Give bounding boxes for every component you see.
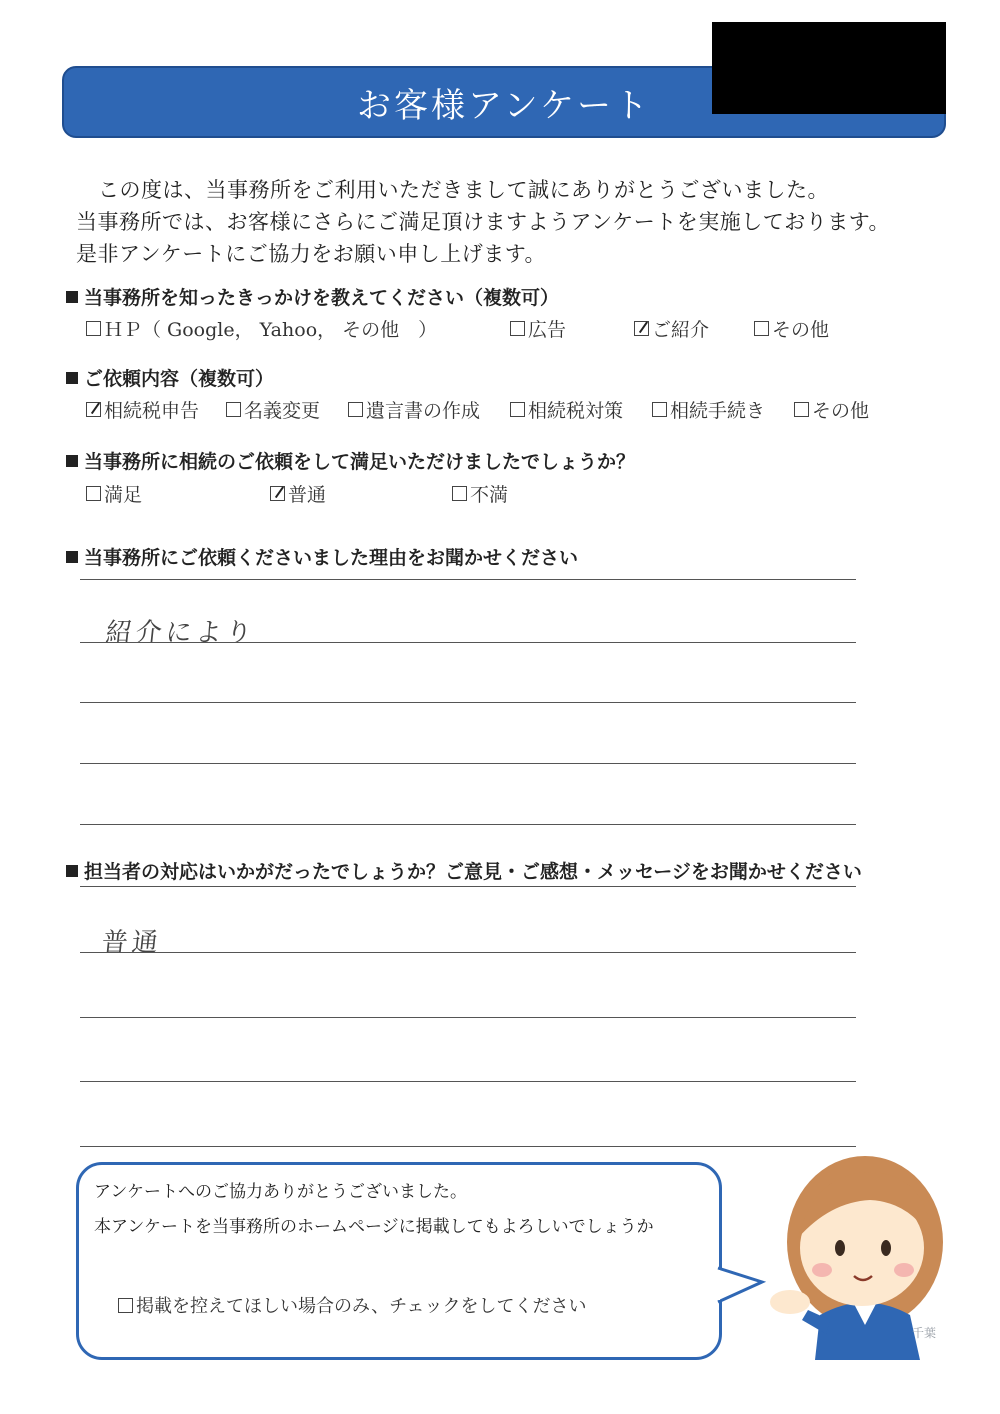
checkbox[interactable]	[118, 1298, 133, 1313]
handwritten-answer-reason[interactable]: 紹介により	[104, 618, 258, 648]
option-inheritance-tax-filing[interactable]: 相続税申告	[86, 396, 199, 423]
option-hp[interactable]: ＨＰ（ Google， Yahoo， その他 ）	[86, 315, 437, 342]
checkbox[interactable]	[510, 321, 525, 336]
option-ad[interactable]: 広告	[510, 315, 566, 342]
speech-bubble-tail	[716, 1262, 766, 1312]
question-staff-feedback: 担当者の対応はいかがだったでしょうか？ご意見・ご感想・メッセージをお聞かせください	[66, 857, 862, 884]
answer-line	[80, 579, 856, 580]
option-neutral[interactable]: 普通	[270, 480, 326, 507]
answer-line	[80, 1017, 856, 1018]
option-tax-planning[interactable]: 相続税対策	[510, 396, 623, 423]
intro-line-1: この度は、当事務所をご利用いただきまして誠にありがとうございました。	[98, 178, 829, 202]
checkbox-checked[interactable]	[634, 321, 649, 336]
question-request-type: ご依頼内容（複数可）	[66, 364, 274, 391]
checkbox[interactable]	[86, 486, 101, 501]
checkbox[interactable]	[348, 402, 363, 417]
intro-line-3: 是非アンケートにご協力をお願い申し上げます。	[76, 242, 547, 266]
checkbox-checked[interactable]	[86, 402, 101, 417]
checkbox[interactable]	[86, 321, 101, 336]
answer-line	[80, 1146, 856, 1147]
checkbox-checked[interactable]	[270, 486, 285, 501]
answer-line	[80, 763, 856, 764]
option-satisfied[interactable]: 満足	[86, 480, 142, 507]
checkbox[interactable]	[794, 402, 809, 417]
answer-line	[80, 702, 856, 703]
option-will-drafting[interactable]: 遺言書の作成	[348, 396, 480, 423]
answer-line	[80, 886, 856, 887]
option-referral[interactable]: ご紹介	[634, 315, 709, 342]
checkbox[interactable]	[652, 402, 667, 417]
question-reason: 当事務所にご依頼くださいました理由をお聞かせください	[66, 543, 578, 570]
checkbox[interactable]	[452, 486, 467, 501]
option-inheritance-procedure[interactable]: 相続手続き	[652, 396, 765, 423]
handwritten-answer-feedback[interactable]: 普通	[100, 928, 164, 958]
option-other-request[interactable]: その他	[794, 396, 869, 423]
checkbox[interactable]	[510, 402, 525, 417]
answer-line	[80, 824, 856, 825]
checkbox[interactable]	[226, 402, 241, 417]
answer-line	[80, 1081, 856, 1082]
option-dissatisfied[interactable]: 不満	[452, 480, 508, 507]
page-title: お客様アンケート	[357, 86, 651, 126]
illustration-caption: 千葉	[912, 1326, 937, 1340]
closing-thanks: アンケートへのご協力ありがとうございました。	[94, 1182, 467, 1202]
intro-line-2: 当事務所では、お客様にさらにご満足頂けますようアンケートを実施しております。	[76, 210, 891, 234]
option-title-change[interactable]: 名義変更	[226, 396, 320, 423]
question-source: 当事務所を知ったきっかけを教えてください（複数可）	[66, 283, 559, 310]
redacted-block	[712, 22, 946, 114]
checkbox[interactable]	[754, 321, 769, 336]
answer-line	[80, 642, 856, 643]
option-other-source[interactable]: その他	[754, 315, 829, 342]
question-satisfaction: 当事務所に相続のご依頼をして満足いただけましたでしょうか？	[66, 447, 635, 474]
closing-question: 本アンケートを当事務所のホームページに掲載してもよろしいでしょうか	[94, 1217, 654, 1237]
answer-line	[80, 952, 856, 953]
opt-out-checkbox-row[interactable]: 掲載を控えてほしい場合のみ、チェックをしてください	[118, 1292, 587, 1318]
